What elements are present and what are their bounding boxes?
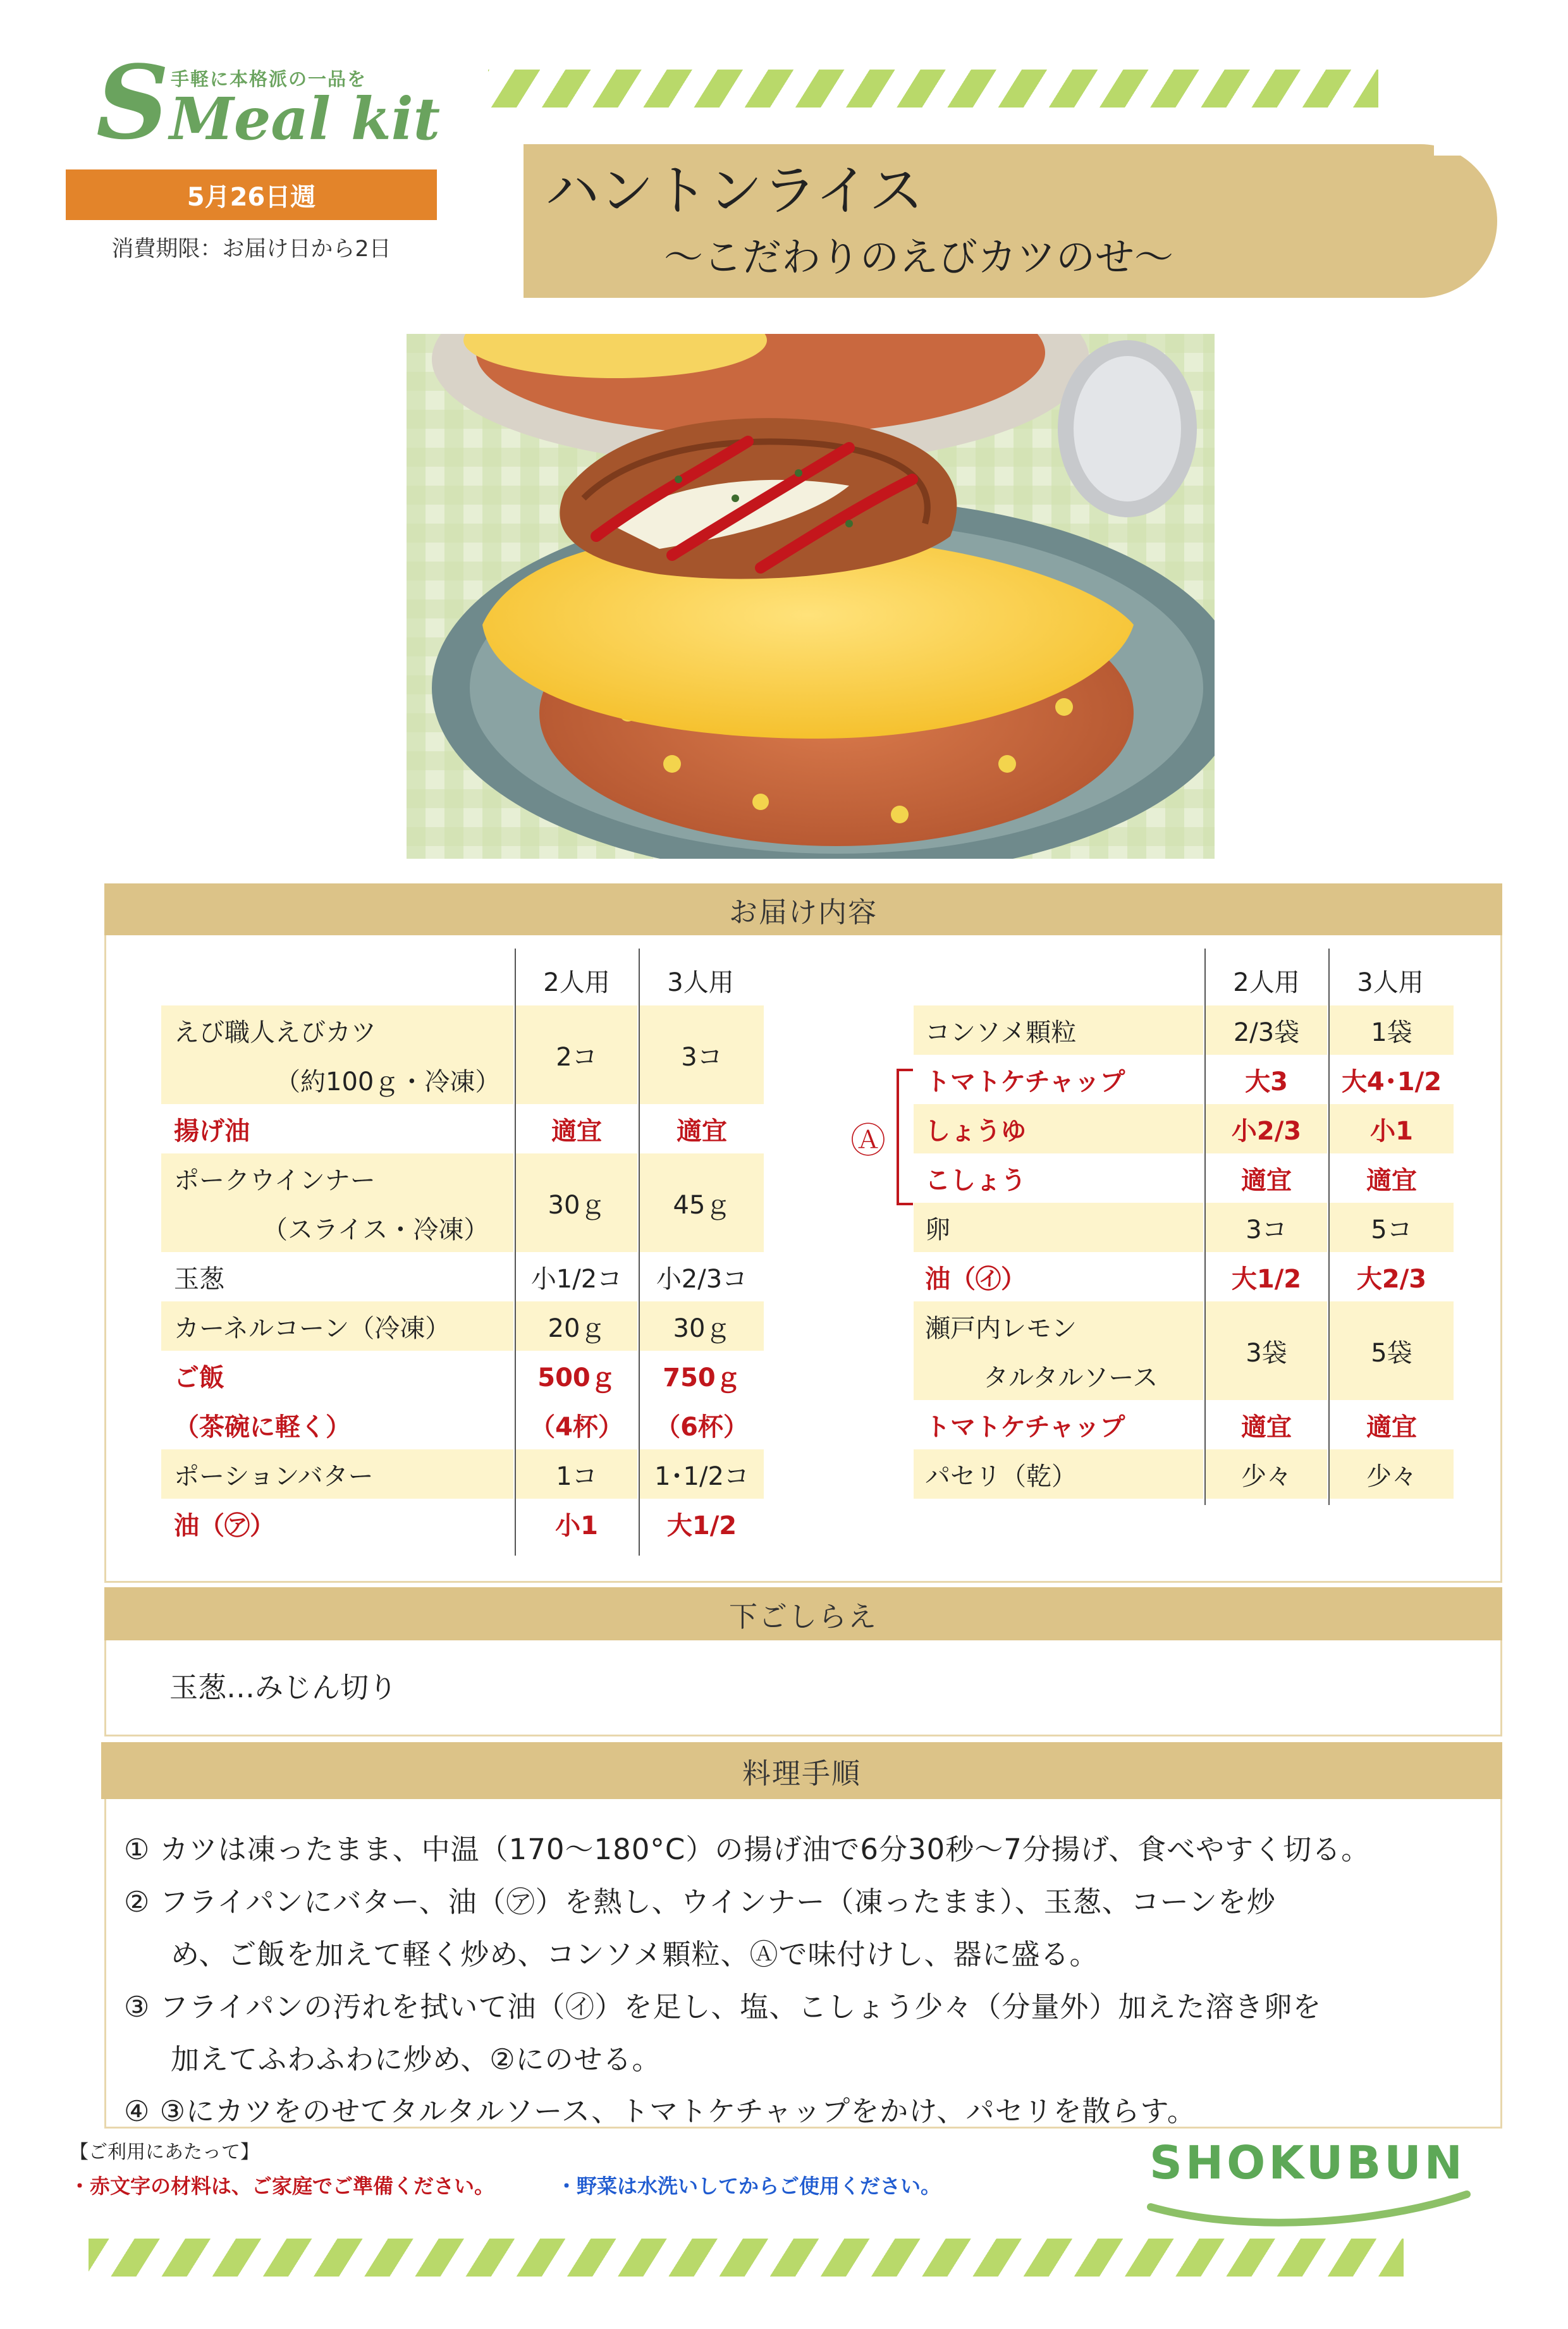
- qty-2: 小1: [555, 1511, 598, 1540]
- delivery-heading: お届け内容: [728, 895, 878, 929]
- prep-text: 玉葱…みじん切り: [169, 1671, 398, 1704]
- steps-heading: 料理手順: [742, 1756, 861, 1790]
- qty-2: 2コ: [516, 1005, 637, 1104]
- qty-3: 少々: [1330, 1449, 1454, 1499]
- dish-photo: [407, 334, 1215, 859]
- top-stripe-band: [488, 70, 1378, 108]
- ingredient-sub: （スライス・冷凍）: [161, 1203, 513, 1252]
- qty-2: 3袋: [1206, 1301, 1327, 1400]
- steps-heading-bar: [101, 1742, 1502, 1799]
- qty-2: 小1/2コ: [530, 1264, 623, 1294]
- qty-3: 5コ: [1330, 1203, 1454, 1252]
- ingredient-name: トマトケチャップ: [925, 1067, 1125, 1097]
- qty-3: 小2/3コ: [656, 1264, 748, 1294]
- ingredient-name: ポーションバター: [161, 1449, 513, 1499]
- step-4: ④ ③にカツをのせてタルタルソース、トマトケチャップをかけ、パセリを散らす。: [124, 2094, 1196, 2128]
- qty-2: 大3: [1245, 1067, 1288, 1097]
- qty-2: 500ｇ: [537, 1363, 616, 1392]
- qty-2: 小2/3: [1206, 1104, 1327, 1153]
- qty-3: 5袋: [1330, 1301, 1454, 1400]
- qty-2: 20ｇ: [516, 1301, 637, 1351]
- qty-2: 適宜: [551, 1116, 602, 1146]
- qty-2: 少々: [1206, 1449, 1327, 1499]
- qty-2: 適宜: [1241, 1412, 1292, 1442]
- qty-3: 1･1/2コ: [640, 1449, 764, 1499]
- qty-2: 2/3袋: [1206, 1005, 1327, 1055]
- qty-2: 適宜: [1241, 1165, 1292, 1195]
- left-col-2-header: 2人用: [543, 968, 610, 997]
- ingredient-name: しょうゆ: [914, 1104, 1203, 1153]
- ingredient-name: ご飯: [174, 1363, 224, 1392]
- qty-2: 3コ: [1206, 1203, 1327, 1252]
- qty-3: 1袋: [1330, 1005, 1454, 1055]
- qty-3: 45ｇ: [640, 1153, 764, 1252]
- title-band-notch: [1434, 144, 1497, 156]
- qty-3: 大1/2: [666, 1511, 737, 1540]
- qty-3: 30ｇ: [640, 1301, 764, 1351]
- step-1: ① カツは凍ったまま、中温（170～180°C）の揚げ油で6分30秒～7分揚げ、食べやすく切る。: [124, 1833, 1371, 1866]
- qty-2: 30ｇ: [516, 1153, 637, 1252]
- page-subtitle: ～こだわりのえびカツのせ～: [664, 234, 1174, 280]
- ingredient-name: コンソメ顆粒: [914, 1005, 1203, 1055]
- ingredient-name: 瀬戸内レモン: [914, 1301, 1203, 1351]
- ingredient-name: 玉葱: [174, 1264, 224, 1294]
- ingredient-name: トマトケチャップ: [925, 1412, 1125, 1442]
- delivery-heading-bar: [104, 883, 1502, 935]
- step-2: ② フライパンにバター、油（㋐）を熱し、ウインナー（凍ったまま）、玉葱、コーンを炒: [124, 1885, 1276, 1919]
- qty-3: 3コ: [640, 1005, 764, 1104]
- qty-2: 1コ: [516, 1449, 637, 1499]
- right-col-2-header: 2人用: [1233, 968, 1300, 997]
- ingredient-name: 油（㋑）: [925, 1264, 1026, 1294]
- logo-tagline: 手軽に本格派の一品を: [171, 68, 367, 90]
- ingredient-name: パセリ（乾）: [914, 1449, 1203, 1499]
- logo-meal-kit: Meal kit: [169, 85, 441, 153]
- ingredient-name: えび職人えびカツ: [161, 1005, 513, 1055]
- notice-red: ・赤文字の材料は、ご家庭でご準備ください。: [70, 2174, 495, 2198]
- step-3: ③ フライパンの汚れを拭いて油（㋑）を足し、塩、こしょう少々（分量外）加えた溶き卵を: [124, 1990, 1322, 2024]
- qty-3: 750ｇ: [663, 1363, 741, 1392]
- group-a-bracket: [897, 1069, 913, 1205]
- ingredient-name: ポークウインナー: [161, 1153, 513, 1203]
- logo-s-mark: S: [96, 43, 169, 162]
- ingredient-name: カーネルコーン（冷凍）: [161, 1301, 513, 1351]
- left-col-3-header: 3人用: [667, 968, 734, 997]
- prep-heading-bar: [104, 1587, 1502, 1640]
- ingredient-name: こしょう: [925, 1165, 1026, 1195]
- notice-blue: ・野菜は水洗いしてからご使用ください。: [556, 2174, 941, 2198]
- bottom-stripe-band: [89, 2239, 1404, 2277]
- qty-3: 大2/3: [1356, 1264, 1427, 1294]
- ingredient-sub: （約100ｇ・冷凍）: [161, 1055, 513, 1104]
- notice-heading: 【ご利用にあたって】: [70, 2141, 259, 2163]
- shokubun-logo: SHOKUBUN: [1149, 2136, 1466, 2189]
- step-2-cont: め、ご飯を加えて軽く炒め、コンソメ顆粒、Ⓐで味付けし、器に盛る。: [171, 1938, 1099, 1971]
- ingredient-name: 揚げ油: [174, 1116, 250, 1146]
- ingredient-sub: タルタルソース: [914, 1351, 1203, 1400]
- qty-2: 大1/2: [1231, 1264, 1302, 1294]
- qty-3: 大4･1/2: [1341, 1067, 1442, 1097]
- step-3-cont: 加えてふわふわに炒め、②にのせる。: [171, 2043, 661, 2076]
- qty-3: 適宜: [1366, 1412, 1417, 1442]
- prep-heading: 下ごしらえ: [728, 1599, 878, 1633]
- week-badge: 5月26日週: [66, 169, 437, 220]
- ingredient-name: 卵: [914, 1203, 1203, 1252]
- right-col-3-header: 3人用: [1357, 968, 1424, 997]
- qty-3: 小1: [1330, 1104, 1454, 1153]
- ingredient-name: 油（㋐）: [174, 1511, 275, 1540]
- expiry-note: 消費期限：お届け日から2日: [111, 237, 391, 262]
- ingredient-name: （茶碗に軽く）: [174, 1412, 351, 1442]
- qty-3: 適宜: [677, 1116, 727, 1146]
- qty-3: 適宜: [1366, 1165, 1417, 1195]
- shokubun-logo-swoosh: [1144, 2188, 1473, 2232]
- page-title: ハントンライス: [545, 159, 924, 223]
- qty-2: （4杯）: [530, 1412, 623, 1442]
- group-a-mark: Ⓐ: [850, 1121, 886, 1162]
- qty-3: （6杯）: [655, 1412, 749, 1442]
